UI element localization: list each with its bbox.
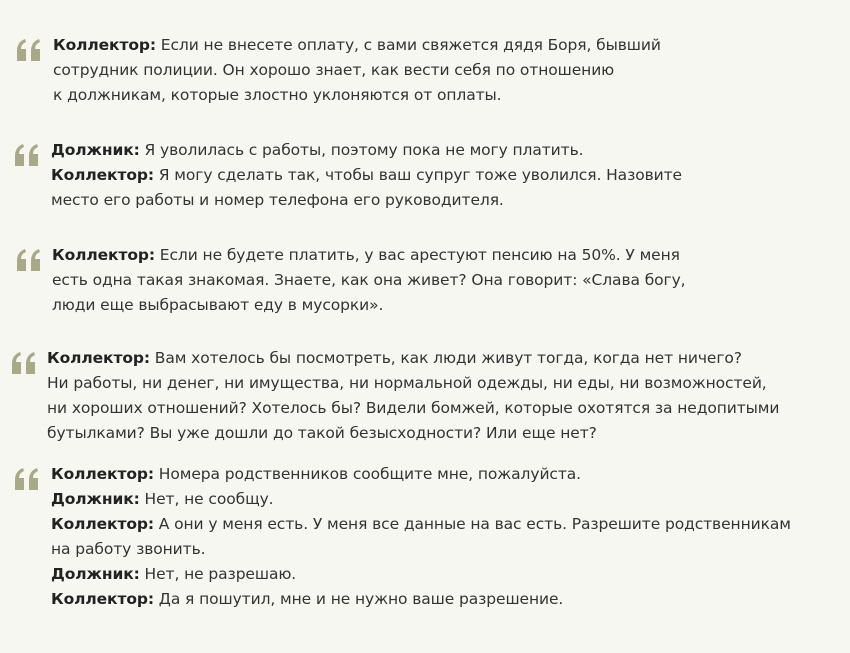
quote-mark-icon (11, 352, 41, 378)
speaker-label: Коллектор: (51, 166, 154, 184)
quote-line (53, 83, 661, 108)
line-text: Вам хотелось бы посмотреть, как люди живут тогда, когда нет ничего? (149, 349, 742, 367)
quote-mark-icon (14, 144, 44, 170)
quote-line (51, 487, 791, 512)
speaker-label: Должник: (51, 565, 140, 583)
quote-line (52, 293, 686, 318)
speaker-label: Коллектор: (53, 36, 156, 54)
line-text: А они у меня есть. У меня все данные на вас есть. Разрешите родственникам (153, 515, 791, 533)
quote-line (52, 268, 686, 293)
line-text: сотрудник полиции. Он хорошо знает, как вести себя по отношению (53, 61, 615, 79)
quote-text (47, 346, 779, 446)
quote-line (51, 512, 791, 537)
speaker-label: Коллектор: (47, 349, 150, 367)
line-text: место его работы и номер телефона его руководителя. (51, 191, 504, 209)
quote-text (52, 243, 686, 318)
line-text: Если не будете платить, у вас арестуют пенсию на 50%. У меня (154, 246, 680, 264)
quote-line (51, 562, 791, 587)
line-text: есть одна такая знакомая. Знаете, как она живет? Она говорит: «Слава богу, (52, 271, 686, 289)
line-text: ни хороших отношений? Хотелось бы? Видели бомжей, которые охотятся за недопитыми (47, 399, 780, 417)
line-text: Номера родственников сообщите мне, пожалуйста. (153, 465, 581, 483)
line-text: люди еще выбрасывают еду в мусорки». (52, 296, 384, 314)
quote-mark-icon (16, 39, 46, 65)
quote-line (52, 243, 686, 268)
speaker-label: Коллектор: (51, 515, 154, 533)
quote-line (51, 462, 791, 487)
quote-mark-icon (14, 468, 44, 494)
speaker-label: Должник: (51, 141, 140, 159)
quote-line (53, 58, 661, 83)
line-text: Если не внесете оплату, с вами свяжется дядя Боря, бывший (155, 36, 661, 54)
quote-line (47, 346, 779, 371)
line-text: Нет, не сообщу. (139, 490, 274, 508)
quote-line (51, 537, 791, 562)
line-text: на работу звонить. (51, 540, 206, 558)
quote-line (53, 33, 661, 58)
line-text: Ни работы, ни денег, ни имущества, ни нормальной одежды, ни еды, ни возможностей, (47, 374, 767, 392)
speaker-label: Коллектор: (51, 590, 154, 608)
quote-line (47, 371, 779, 396)
quote-line (47, 421, 779, 446)
quote-text (53, 33, 661, 108)
speaker-label: Должник: (51, 490, 140, 508)
quote-line (51, 587, 791, 612)
line-text: к должникам, которые злостно уклоняются от оплаты. (53, 86, 502, 104)
quote-line (51, 188, 682, 213)
line-text: Да я пошутил, мне и не нужно ваше разрешение. (153, 590, 564, 608)
line-text: Я уволилась с работы, поэтому пока не могу платить. (139, 141, 584, 159)
quote-line (47, 396, 779, 421)
line-text: Я могу сделать так, чтобы ваш супруг тоже уволился. Назовите (153, 166, 682, 184)
line-text: Нет, не разрешаю. (139, 565, 297, 583)
quote-line (51, 163, 682, 188)
quote-text (51, 138, 682, 213)
quote-text (51, 462, 791, 612)
line-text: бутылками? Вы уже дошли до такой безысходности? Или еще нет? (47, 424, 597, 442)
quote-mark-icon (16, 249, 46, 275)
speaker-label: Коллектор: (51, 465, 154, 483)
quote-line (51, 138, 682, 163)
speaker-label: Коллектор: (52, 246, 155, 264)
